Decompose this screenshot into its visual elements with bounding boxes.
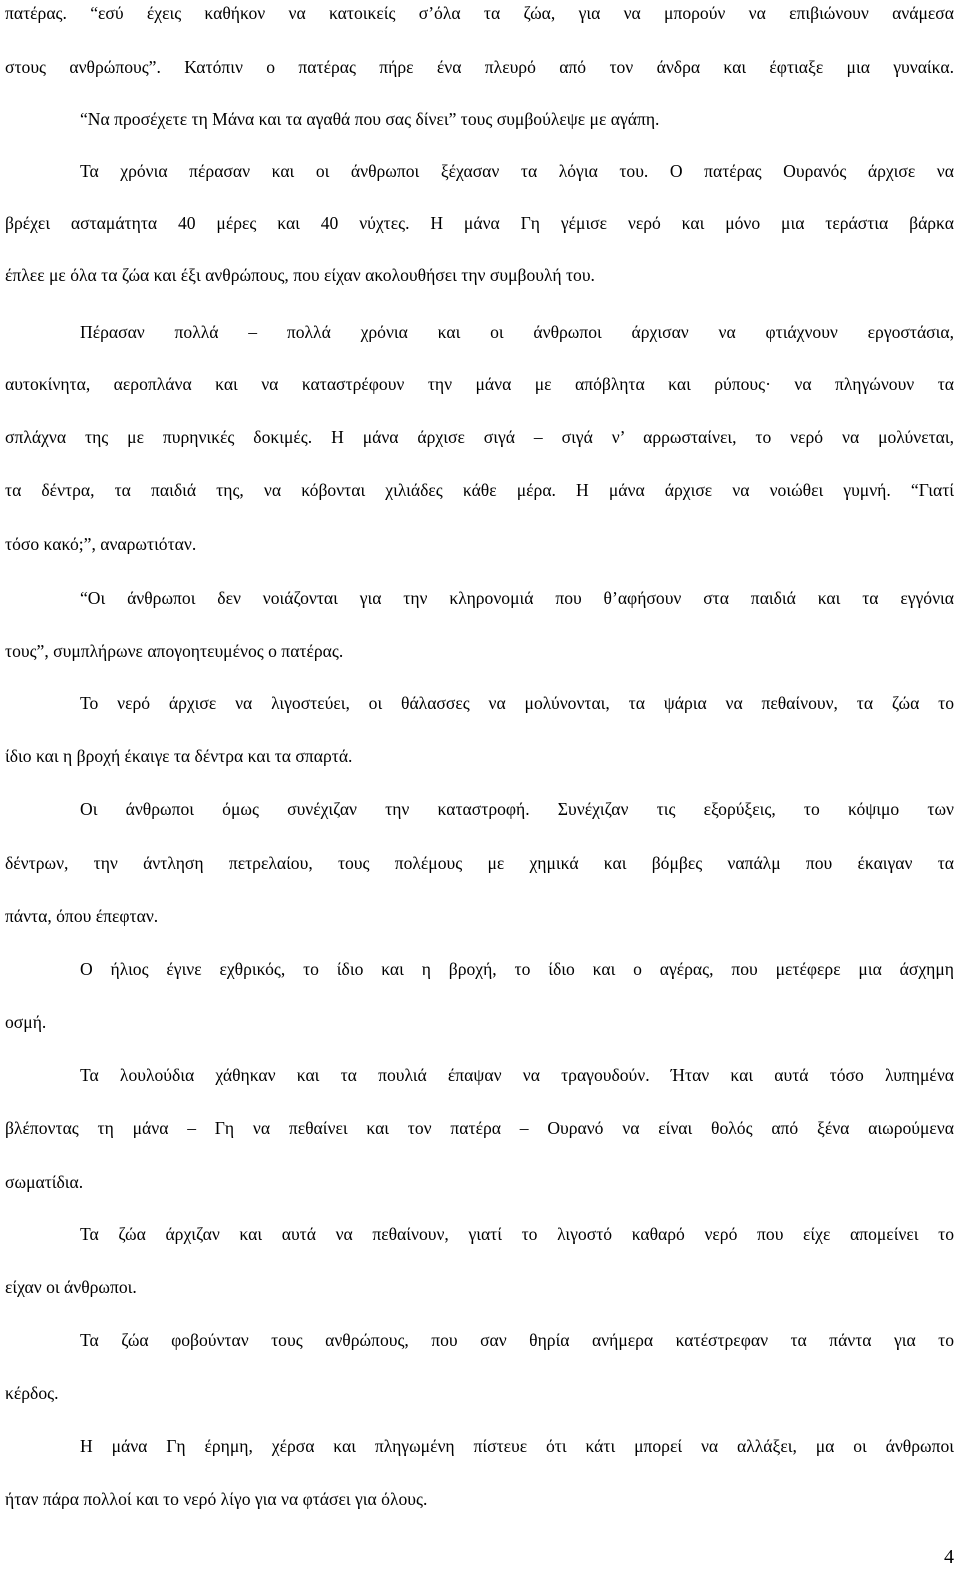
- text-line: ήταν πάρα πολλοί και το νερό λίγο για να φτάσει για όλους.: [5, 1489, 428, 1509]
- text-line: αυτοκίνητα, αεροπλάνα και να καταστρέφουν την μάνα με απόβλητα και ρύπους· να πληγώνουν τα: [5, 374, 954, 394]
- text-line: Οι άνθρωποι όμως συνέχιζαν την καταστροφή. Συνέχιζαν τις εξορύξεις, το κόψιμο των: [80, 799, 954, 819]
- text-line: σωματίδια.: [5, 1172, 84, 1192]
- text-line: Τα ζώα άρχιζαν και αυτά να πεθαίνουν, γιατί το λιγοστό καθαρό νερό που είχε απομείνει το: [80, 1224, 954, 1244]
- text-line: έπλεε με όλα τα ζώα και έξι ανθρώπους, που είχαν ακολουθήσει την συμβουλή του.: [5, 265, 595, 285]
- text-line: βρέχει ασταμάτητα 40 μέρες και 40 νύχτες. Η μάνα Γη γέμισε νερό και μόνο μια τεράστια βάρκα: [5, 213, 954, 233]
- text-line: Το νερό άρχισε να λιγοστεύει, οι θάλασσες να μολύνονται, τα ψάρια να πεθαίνουν, τα ζώα το: [80, 693, 954, 713]
- text-line: δέντρων, την άντληση πετρελαίου, τους πολέμους με χημικά και βόμβες ναπάλμ που έκαιγαν τα: [5, 853, 954, 873]
- text-line: τους”, συμπλήρωνε απογοητευμένος ο πατέρας.: [5, 641, 344, 661]
- text-line: πάντα, όπου έπεφταν.: [5, 906, 159, 926]
- text-line: οσμή.: [5, 1012, 47, 1032]
- text-line: κέρδος.: [5, 1383, 59, 1403]
- text-line: ίδιο και η βροχή έκαιγε τα δέντρα και τα σπαρτά.: [5, 746, 353, 766]
- text-line: είχαν οι άνθρωποι.: [5, 1277, 137, 1297]
- text-line: Τα ζώα φοβούνταν τους ανθρώπους, που σαν θηρία ανήμερα κατέστρεφαν τα πάντα για το: [80, 1330, 954, 1350]
- text-line: σπλάχνα της με πυρηνικές δοκιμές. Η μάνα άρχισε σιγά – σιγά ν’ αρρωσταίνει, το νερό να μολύνεται,: [5, 427, 954, 447]
- text-line: “Οι άνθρωποι δεν νοιάζονται για την κληρονομιά που θ’αφήσουν στα παιδιά και τα εγγόνια: [80, 588, 954, 608]
- text-line: βλέποντας τη μάνα – Γη να πεθαίνει και τον πατέρα – Ουρανό να είναι θολός από ξένα αιωρούμενα: [5, 1118, 954, 1138]
- text-line: Τα χρόνια πέρασαν και οι άνθρωποι ξέχασαν τα λόγια του. Ο πατέρας Ουρανός άρχισε να: [80, 161, 954, 181]
- text-line: στους ανθρώπους”. Κατόπιν ο πατέρας πήρε ένα πλευρό από τον άνδρα και έφτιαξε μια γυναίκα.: [5, 57, 954, 77]
- text-line: “Να προσέχετε τη Μάνα και τα αγαθά που σας δίνει” τους συμβούλεψε με αγάπη.: [80, 109, 660, 129]
- text-line: Ο ήλιος έγινε εχθρικός, το ίδιο και η βροχή, το ίδιο και ο αγέρας, που μετέφερε μια άσχημη: [80, 959, 954, 979]
- text-line: Πέρασαν πολλά – πολλά χρόνια και οι άνθρωποι άρχισαν να φτιάχνουν εργοστάσια,: [80, 322, 954, 342]
- page-number: 4: [944, 1546, 954, 1568]
- text-line: Τα λουλούδια χάθηκαν και τα πουλιά έπαψαν να τραγουδούν. Ήταν και αυτά τόσο λυπημένα: [80, 1065, 954, 1085]
- text-line: Η μάνα Γη έρημη, χέρσα και πληγωμένη πίστευε ότι κάτι μπορεί να αλλάξει, μα οι άνθρωποι: [80, 1436, 954, 1456]
- text-line: πατέρας. “εσύ έχεις καθήκον να κατοικείς σ’όλα τα ζώα, για να μπορούν να επιβιώνουν ανάμεσα: [5, 3, 954, 23]
- text-line: τα δέντρα, τα παιδιά της, να κόβονται χιλιάδες κάθε μέρα. Η μάνα άρχισε να νοιώθει γυμνή. “Γιατί: [5, 480, 954, 500]
- text-line: τόσο κακό;”, αναρωτιόταν.: [5, 534, 197, 554]
